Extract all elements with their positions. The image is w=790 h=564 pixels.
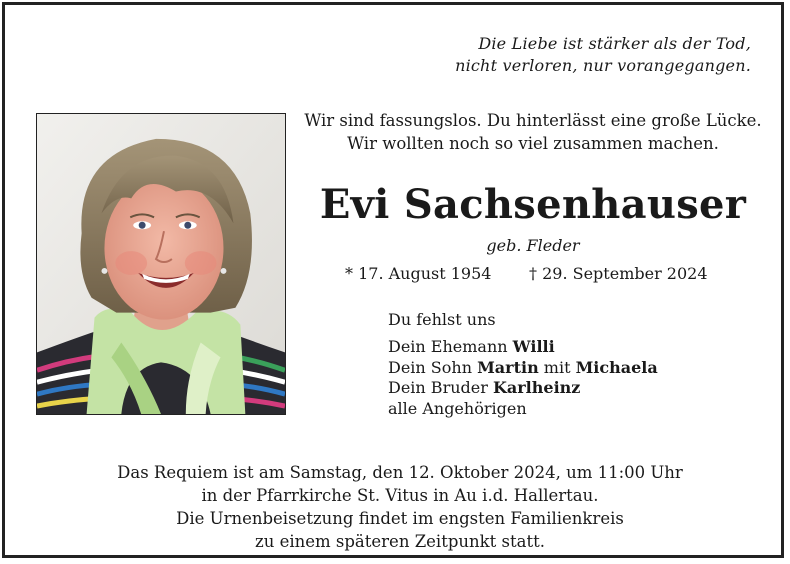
- portrait-photo: [36, 113, 286, 415]
- service-info: [15, 461, 785, 553]
- portrait-image: [37, 114, 285, 414]
- intro-line-2: Wir wollten noch so viel zusammen machen.: [347, 134, 719, 153]
- quote-line-1: Die Liebe ist stärker als der Tod,: [478, 34, 751, 53]
- epigraph-quote: [455, 33, 751, 77]
- intro-line-1: Wir sind fassungslos. Du hinterlässt eine große Lücke.: [304, 111, 762, 130]
- quote-line-2: nicht verloren, nur vorangegangen.: [455, 56, 751, 75]
- mourner-line: Dein Bruder Karlheinz: [388, 378, 581, 397]
- deceased-name: Evi Sachsenhauser: [319, 181, 747, 228]
- birth-date: * 17. August 1954: [345, 264, 492, 283]
- mourner-line: alle Angehörigen: [388, 398, 527, 418]
- service-line-1: Das Requiem ist am Samstag, den 12. Oktober 2024, um 11:00 Uhr: [117, 463, 683, 482]
- service-line-4: zu einem späteren Zeitpunkt statt.: [255, 532, 545, 551]
- intro-text: [301, 109, 765, 155]
- birth-name: geb. Fleder: [486, 236, 580, 255]
- service-line-2: in der Pfarrkirche St. Vitus in Au i.d. Hallertau.: [201, 486, 599, 505]
- mourners-list: [388, 337, 658, 419]
- service-line-3: Die Urnenbeisetzung findet im engsten Familienkreis: [176, 509, 624, 528]
- farewell-message: Du fehlst uns: [388, 310, 496, 329]
- mourner-line: Dein Ehemann Willi: [388, 337, 555, 356]
- mourner-line: Dein Sohn Martin mit Michaela: [388, 357, 658, 377]
- obituary-card: [2, 2, 784, 558]
- death-date: † 29. September 2024: [529, 264, 708, 283]
